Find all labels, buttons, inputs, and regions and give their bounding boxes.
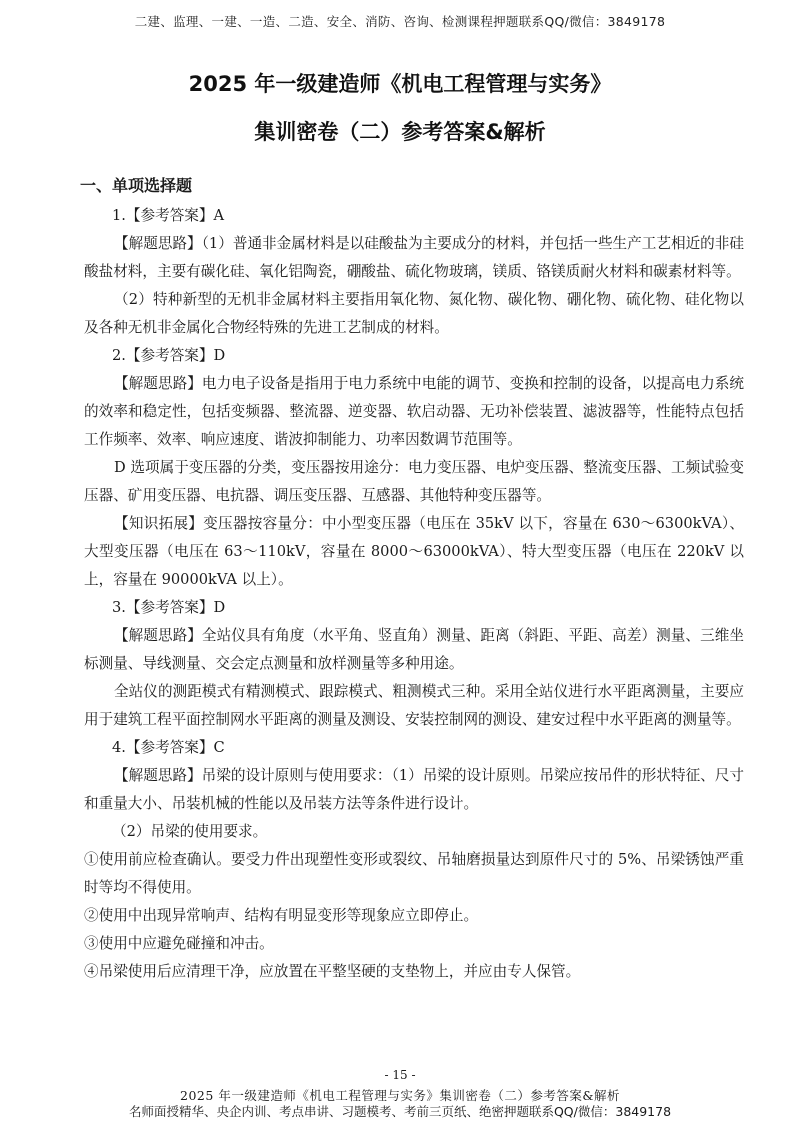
footer-title: 2025 年一级建造师《机电工程管理与实务》集训密卷（二）参考答案&解析	[180, 1088, 620, 1103]
document-title: 2025 年一级建造师《机电工程管理与实务》	[188, 72, 612, 96]
explanation-paragraph: D 选项属于变压器的分类，变压器按用途分：电力变压器、电炉变压器、整流变压器、工频试验变压器、矿用变压器、电抗器、调压变压器、互感器、其他特种变压器等。	[84, 459, 744, 504]
answer-line: 3.【参考答案】D	[112, 599, 226, 616]
list-item: ③使用中应避免碰撞和冲击。	[84, 935, 274, 952]
explanation-paragraph: 【解题思路】（1）普通非金属材料是以硅酸盐为主要成分的材料，并包括一些生产工艺相近的非硅酸盐材料，主要有碳化硅、氧化铝陶瓷，硼酸盐、硫化物玻璃，镁质、铬镁质耐火材料和碳素材料等。	[84, 235, 744, 280]
sub-heading: （2）吊梁的使用要求。	[112, 823, 268, 840]
list-item: ①使用前应检查确认。要受力件出现塑性变形或裂纹、吊轴磨损量达到原件尺寸的 5%、吊梁锈蚀严重时等均不得使用。	[84, 851, 744, 896]
explanation-paragraph: 【解题思路】电力电子设备是指用于电力系统中电能的调节、变换和控制的设备，以提高电力系统的效率和稳定性，包括变频器、整流器、逆变器、软启动器、无功补偿装置、滤波器等，性能特点包括工作频率、效率、响应速度、谐波抑制能力、功率因数调节范围等。	[84, 375, 744, 448]
knowledge-extension-paragraph: 【知识拓展】变压器按容量分：中小型变压器（电压在 35kV 以下，容量在 630～6300kVA）、大型变压器（电压在 63～110kV，容量在 8000～63000kVA）、特大型变压器（电压在 220kV 以上，容量在 90000kVA 以上）。	[84, 515, 744, 588]
list-item: ④吊梁使用后应清理干净，应放置在平整坚硬的支垫物上，并应由专人保管。	[84, 963, 581, 980]
explanation-paragraph: 【解题思路】吊梁的设计原则与使用要求：（1）吊梁的设计原则。吊梁应按吊件的形状特征、尺寸和重量大小、吊装机械的性能以及吊装方法等条件进行设计。	[84, 767, 744, 812]
explanation-paragraph: 全站仪的测距模式有精测模式、跟踪模式、粗测模式三种。采用全站仪进行水平距离测量，主要应用于建筑工程平面控制网水平距离的测量及测设、安装控制网的测设、建安过程中水平距离的测量等。	[84, 683, 744, 728]
explanation-paragraph: 【解题思路】全站仪具有角度（水平角、竖直角）测量、距离（斜距、平距、高差）测量、三维坐标测量、导线测量、交会定点测量和放样测量等多种用途。	[84, 627, 744, 672]
answer-line: 1.【参考答案】A	[112, 207, 225, 224]
document-subtitle: 集训密卷（二）参考答案&解析	[254, 120, 546, 144]
section-heading: 一、单项选择题	[80, 176, 193, 195]
answer-line: 4.【参考答案】C	[112, 739, 225, 756]
footer-contact-banner: 名师面授精华、央企内训、考点串讲、习题模考、考前三页纸、绝密押题联系QQ/微信：3849178	[128, 1104, 672, 1119]
list-item: ②使用中出现异常响声、结构有明显变形等现象应立即停止。	[84, 907, 479, 924]
answer-body	[84, 202, 744, 986]
header-contact-banner: 二建、监理、一建、一造、二造、安全、消防、咨询、检测课程押题联系QQ/微信：3849178	[134, 14, 666, 29]
explanation-paragraph: （2）特种新型的无机非金属材料主要指用氧化物、氮化物、碳化物、硼化物、硫化物、硅化物以及各种无机非金属化合物经特殊的先进工艺制成的材料。	[84, 291, 744, 336]
answer-line: 2.【参考答案】D	[112, 347, 226, 364]
page-number: - 15 -	[384, 1068, 416, 1082]
